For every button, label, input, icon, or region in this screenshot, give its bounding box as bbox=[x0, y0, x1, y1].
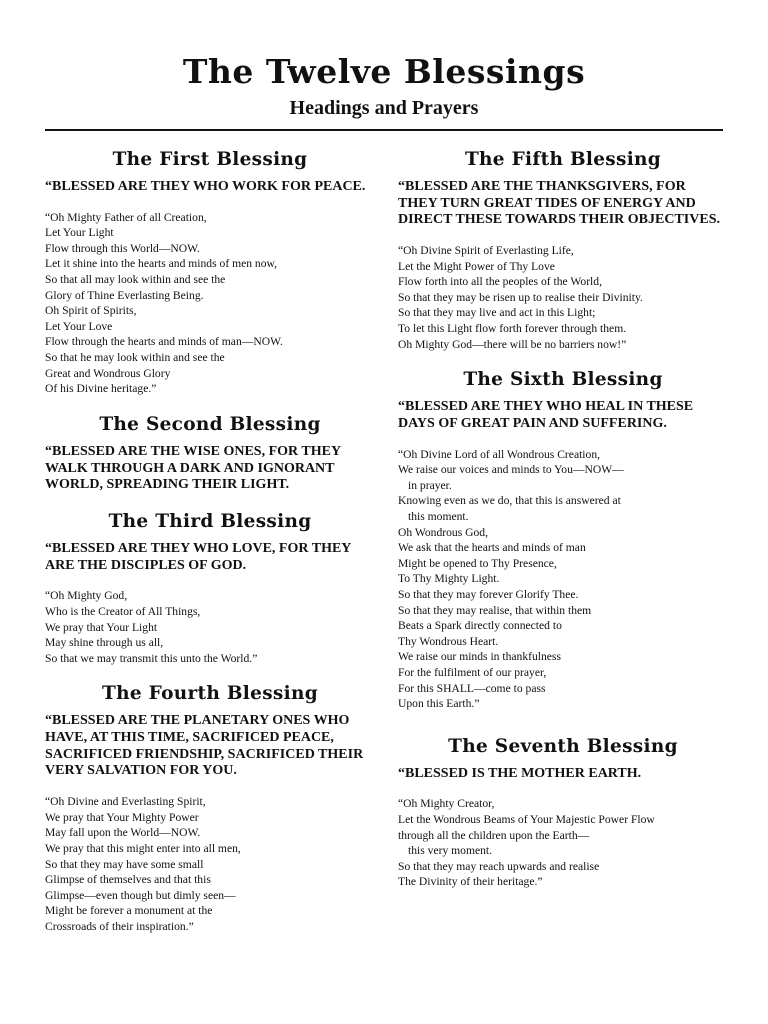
prayer-line: Flow forth into all the peoples of the World, bbox=[398, 275, 602, 289]
prayer-line: So that they may reach upwards and realise bbox=[398, 859, 600, 873]
blessing-motto: “BLESSED ARE THEY WHO HEAL IN THESE DAYS OF GREAT PAIN AND SUFFERING. bbox=[398, 399, 694, 431]
blessing-3 bbox=[45, 507, 375, 666]
prayer-line: We ask that the hearts and minds of man bbox=[398, 541, 586, 555]
blessing-2 bbox=[45, 410, 375, 494]
blessing-prayer bbox=[398, 243, 728, 352]
blessing-5 bbox=[398, 145, 728, 352]
blessing-motto: “BLESSED ARE THE PLANETARY ONES WHO HAVE, AT THIS TIME, SACRIFICED PEACE, SACRIFICED FRIENDSHIP, SACRIFICED THEIR VERY SALVATION FOR YOU. bbox=[45, 713, 364, 779]
prayer-line: We raise our minds in thankfulness bbox=[398, 650, 561, 664]
prayer-line: Oh Wondrous God, bbox=[398, 525, 488, 539]
prayer-line: Glimpse of themselves and that this bbox=[45, 873, 211, 887]
blessing-motto: “BLESSED ARE THEY WHO LOVE, FOR THEY ARE THE DISCIPLES OF GOD. bbox=[45, 540, 351, 573]
blessing-6 bbox=[398, 365, 728, 712]
prayer-line: “Oh Mighty God, bbox=[45, 589, 128, 603]
prayer-line: Who is the Creator of All Things, bbox=[45, 604, 201, 618]
prayer-line: To let this Light flow forth forever through them. bbox=[398, 322, 627, 336]
prayer-line: Flow through this World—NOW. bbox=[45, 241, 200, 255]
prayer-line: For the fulfilment of our prayer, bbox=[398, 665, 547, 679]
prayer-line: To Thy Mighty Light. bbox=[398, 572, 500, 586]
prayer-line: May fall upon the World—NOW. bbox=[45, 826, 201, 840]
blessing-heading: The Sixth Blessing bbox=[463, 369, 663, 391]
prayer-line: this very moment. bbox=[408, 844, 493, 858]
blessing-motto: “BLESSED ARE THE THANKSGIVERS, FOR THEY TURN GREAT TIDES OF ENERGY AND DIRECT THESE TOWARDS THEIR OBJECTIVES. bbox=[398, 179, 720, 228]
prayer-line: So that they may be risen up to realise their Divinity. bbox=[398, 290, 643, 304]
prayer-line: So that they may have some small bbox=[45, 857, 204, 871]
right-column bbox=[398, 145, 728, 903]
prayer-line: We pray that Your Mighty Power bbox=[45, 810, 199, 824]
blessing-1 bbox=[45, 145, 375, 397]
prayer-line: Thy Wondrous Heart. bbox=[398, 634, 499, 648]
prayer-line: “Oh Divine and Everlasting Spirit, bbox=[45, 795, 206, 809]
prayer-line: “Oh Divine Lord of all Wondrous Creation, bbox=[398, 447, 601, 461]
prayer-line: Of his Divine heritage.” bbox=[45, 382, 157, 396]
prayer-line: “Oh Mighty Father of all Creation, bbox=[45, 210, 207, 224]
blessing-heading: The Fifth Blessing bbox=[464, 149, 662, 170]
blessing-heading: The Fourth Blessing bbox=[102, 683, 318, 705]
title-divider bbox=[45, 129, 723, 131]
prayer-line: We pray that Your Light bbox=[45, 620, 158, 634]
prayer-line: We raise our voices and minds to You—NOW— bbox=[398, 463, 624, 477]
prayer-line: For this SHALL—come to pass bbox=[398, 681, 546, 695]
blessing-heading: The Third Blessing bbox=[108, 510, 312, 532]
prayer-line: Let Your Love bbox=[45, 319, 113, 333]
prayer-line: The Divinity of their heritage.” bbox=[398, 875, 543, 889]
prayer-line: So that we may transmit this unto the World.” bbox=[45, 651, 258, 665]
prayer-line: Oh Spirit of Spirits, bbox=[45, 304, 137, 318]
prayer-line: Glory of Thine Everlasting Being. bbox=[45, 288, 204, 302]
prayer-line: “Oh Mighty Creator, bbox=[398, 797, 495, 811]
blessing-motto: “BLESSED ARE THEY WHO WORK FOR PEACE. bbox=[45, 179, 366, 194]
prayer-line: So that they may realise, that within them bbox=[398, 603, 592, 617]
prayer-line: Beats a Spark directly connected to bbox=[398, 619, 562, 633]
prayer-line: Let the Wondrous Beams of Your Majestic Power Flow bbox=[398, 813, 655, 827]
prayer-line: Great and Wondrous Glory bbox=[45, 366, 171, 380]
prayer-line: Upon this Earth.” bbox=[398, 697, 480, 711]
blessing-4 bbox=[45, 679, 375, 934]
blessing-prayer bbox=[45, 588, 375, 666]
blessing-heading: The Second Blessing bbox=[99, 413, 321, 435]
page-title: The Twelve Blessings bbox=[182, 52, 586, 91]
blessing-prayer bbox=[45, 794, 375, 934]
blessing-motto: “BLESSED IS THE MOTHER EARTH. bbox=[398, 765, 642, 781]
blessing-heading: The Seventh Blessing bbox=[448, 735, 678, 757]
prayer-line: So that he may look within and see the bbox=[45, 351, 225, 365]
blessing-7 bbox=[398, 732, 728, 890]
prayer-line: Let the Might Power of Thy Love bbox=[398, 259, 555, 273]
blessing-prayer bbox=[45, 210, 375, 397]
prayer-line: Might be opened to Thy Presence, bbox=[398, 556, 557, 570]
blessing-motto: “BLESSED ARE THE WISE ONES, FOR THEY WALK THROUGH A DARK AND IGNORANT WORLD, SPREADING THEIR LIGHT. bbox=[45, 443, 341, 493]
prayer-line: Knowing even as we do, that this is answered at bbox=[398, 494, 621, 508]
prayer-line: “Oh Divine Spirit of Everlasting Life, bbox=[398, 244, 574, 258]
blessing-prayer bbox=[398, 447, 728, 712]
prayer-line: this moment. bbox=[408, 510, 469, 524]
prayer-line: Flow through the hearts and minds of man—NOW. bbox=[45, 335, 283, 349]
prayer-line: So that all may look within and see the bbox=[45, 273, 226, 287]
prayer-line: Might be forever a monument at the bbox=[45, 904, 213, 918]
prayer-line: Crossroads of their inspiration.” bbox=[45, 919, 194, 933]
prayer-line: Let it shine into the hearts and minds of men now, bbox=[45, 257, 278, 271]
prayer-line: Glimpse—even though but dimly seen— bbox=[45, 888, 236, 902]
prayer-line: So that they may live and act in this Light; bbox=[398, 306, 596, 320]
prayer-line: Oh Mighty God—there will be no barriers now!” bbox=[398, 337, 627, 351]
prayer-line: May shine through us all, bbox=[45, 636, 164, 650]
prayer-line: So that they may forever Glorify Thee. bbox=[398, 588, 579, 602]
blessing-heading: The First Blessing bbox=[112, 149, 308, 170]
page-subtitle: Headings and Prayers bbox=[289, 97, 479, 119]
blessing-prayer bbox=[398, 796, 728, 890]
prayer-line: We pray that this might enter into all men, bbox=[45, 841, 241, 855]
prayer-line: in prayer. bbox=[408, 478, 452, 492]
prayer-line: through all the children upon the Earth— bbox=[398, 828, 590, 842]
left-column bbox=[45, 145, 375, 947]
prayer-line: Let Your Light bbox=[45, 226, 114, 240]
